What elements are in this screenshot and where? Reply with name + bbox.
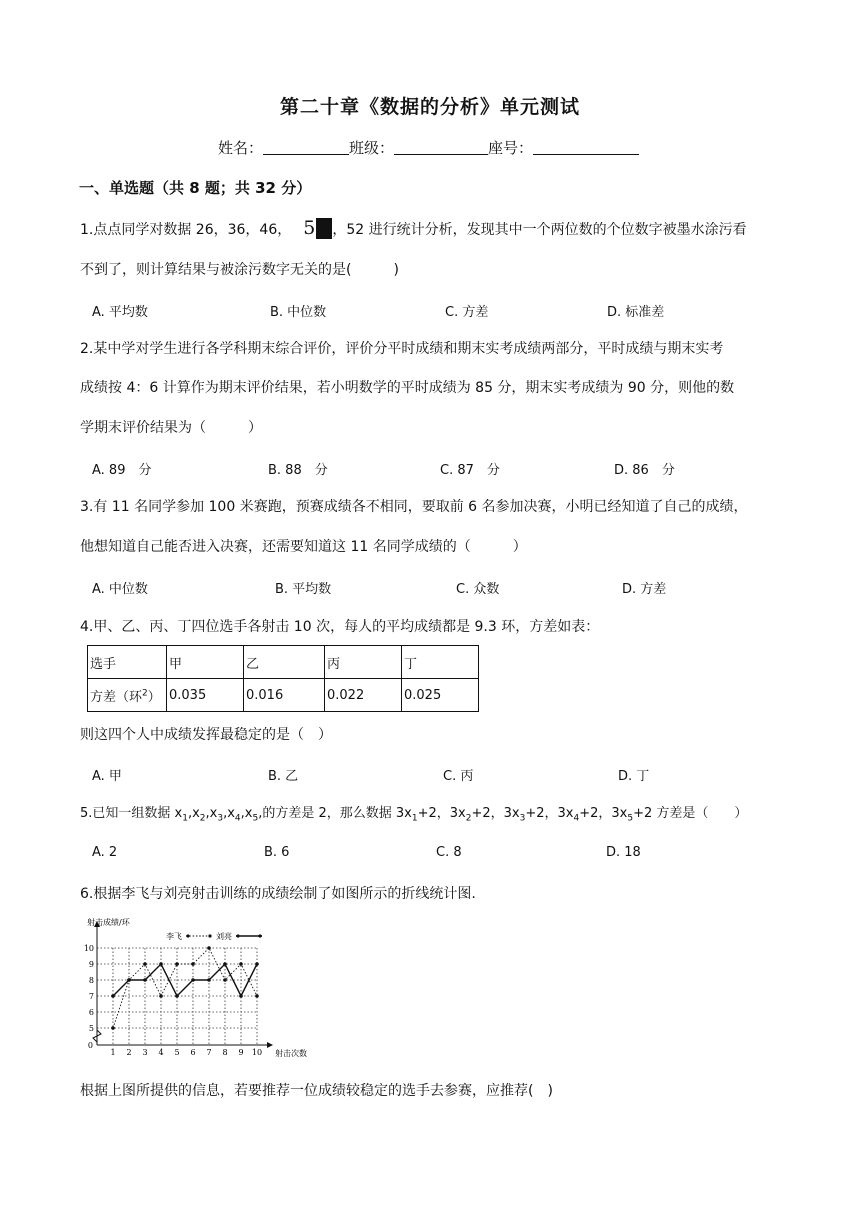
legend-marker bbox=[236, 934, 239, 937]
data-point bbox=[223, 978, 227, 982]
q6-line2: 根据上图所提供的信息，若要推荐一位成绩较稳定的选手去参赛，应推荐( ) bbox=[80, 1083, 553, 1099]
q6-line1: 6.根据李飞与刘亮射击训练的成绩绘制了如图所示的折线统计图. bbox=[80, 886, 476, 902]
x-tick-label: 1 bbox=[110, 1048, 116, 1057]
table-cell: 0.025 bbox=[402, 679, 479, 712]
q2-line3: 学期末评价结果为（ ） bbox=[80, 420, 262, 436]
legend-label: 李飞 bbox=[166, 932, 182, 941]
q3-line2: 他想知道自己能否进入决赛，还需要知道这 11 名同学成绩的（ ） bbox=[80, 539, 527, 555]
x-tick-label: 2 bbox=[126, 1048, 132, 1057]
q4-line2: 则这四个人中成绩发挥最稳定的是（ ） bbox=[80, 727, 332, 743]
data-point bbox=[143, 962, 147, 966]
table-cell: 选手 bbox=[88, 646, 167, 679]
y-tick-label: 10 bbox=[83, 944, 94, 953]
q1-line1 bbox=[80, 218, 780, 240]
q5-option-b[interactable]: B. 6 bbox=[264, 845, 290, 860]
table-cell bbox=[88, 679, 167, 712]
legend-marker bbox=[258, 934, 261, 937]
data-point bbox=[239, 962, 243, 966]
data-point bbox=[239, 994, 243, 998]
q1-text-a: 1.点点同学对数据 26，36，46， bbox=[80, 222, 292, 238]
row-label: 方差（环 bbox=[90, 689, 143, 705]
q1-option-a[interactable]: A. 平均数 bbox=[92, 305, 148, 320]
x-tick-label: 9 bbox=[238, 1048, 244, 1057]
x-tick-label: 3 bbox=[142, 1048, 148, 1057]
page-title: 第二十章《数据的分析》单元测试 bbox=[279, 96, 580, 118]
q4-line1: 4.甲、乙、丙、丁四位选手各射击 10 次，每人的平均成绩都是 9.3 环，方差如表： bbox=[80, 619, 600, 635]
table-cell: 丁 bbox=[402, 646, 479, 679]
data-point bbox=[255, 962, 259, 966]
data-point bbox=[127, 978, 131, 982]
row-label-end: ） bbox=[147, 689, 161, 705]
q1-line2: 不到了，则计算结果与被涂污数字无关的是( ) bbox=[80, 262, 399, 278]
y-tick-label: 8 bbox=[88, 976, 94, 985]
data-point bbox=[111, 1026, 115, 1030]
q2-line2: 成绩按 4：6 计算作为期末评价结果，若小明数学的平时成绩为 85 分，期末实考成绩为 90 分，则他的数 bbox=[80, 380, 735, 396]
ink-blot bbox=[316, 218, 332, 239]
q1-option-b[interactable]: B. 中位数 bbox=[270, 305, 327, 320]
legend-marker bbox=[208, 934, 211, 937]
table-cell: 0.035 bbox=[167, 679, 244, 712]
q1-option-c[interactable]: C. 方差 bbox=[445, 305, 489, 320]
data-point bbox=[191, 962, 195, 966]
q5-option-c[interactable]: C. 8 bbox=[436, 845, 462, 860]
y-tick-label: 7 bbox=[88, 992, 94, 1001]
q2-line1: 2.某中学对学生进行各学科期末综合评价，评价分平时成绩和期末实考成绩两部分，平时成绩与期末实考 bbox=[80, 341, 724, 357]
line-chart bbox=[78, 915, 328, 1063]
q5-line: 5.已知一组数据 $x_1,x_2,x_3,x_4,x_5$,的方差是 2，那么数据 $3x_1+2$，$3x_2+2$，$3x_3+2$，$3x_4+2$，$3x_5+2$ 方差是（ ） bbox=[80, 806, 748, 824]
name-label: 姓名： bbox=[218, 139, 264, 157]
q4-option-d[interactable]: D. 丁 bbox=[618, 769, 650, 784]
data-point bbox=[175, 994, 179, 998]
x-tick-label: 5 bbox=[174, 1048, 180, 1057]
x-tick-label: 8 bbox=[222, 1048, 228, 1057]
x-tick-label: 7 bbox=[206, 1048, 212, 1057]
table-row bbox=[88, 679, 479, 712]
q3-option-b[interactable]: B. 平均数 bbox=[275, 582, 332, 597]
y-tick-label: 6 bbox=[88, 1008, 94, 1017]
data-point bbox=[111, 994, 115, 998]
legend-marker bbox=[186, 934, 189, 937]
data-point bbox=[223, 962, 227, 966]
q2-option-d[interactable]: D. 86 分 bbox=[614, 463, 675, 478]
table-cell: 乙 bbox=[244, 646, 325, 679]
variance-table bbox=[87, 645, 479, 712]
table-cell: 0.016 bbox=[244, 679, 325, 712]
y-axis-label: 射击成绩/环 bbox=[87, 918, 130, 927]
q3-option-c[interactable]: C. 众数 bbox=[456, 582, 500, 597]
class-label: 班级： bbox=[349, 139, 395, 157]
data-point bbox=[207, 978, 211, 982]
table-cell: 0.022 bbox=[325, 679, 402, 712]
x-tick-label: 6 bbox=[190, 1048, 196, 1057]
q3-option-d[interactable]: D. 方差 bbox=[622, 582, 667, 597]
data-point bbox=[175, 962, 179, 966]
x-tick-label: 10 bbox=[251, 1048, 263, 1057]
q4-option-b[interactable]: B. 乙 bbox=[268, 769, 299, 784]
table-cell: 丙 bbox=[325, 646, 402, 679]
seat-label: 座号： bbox=[488, 139, 534, 157]
legend-label: 刘亮 bbox=[216, 932, 232, 941]
student-info bbox=[218, 137, 639, 158]
q1-option-d[interactable]: D. 标准差 bbox=[607, 305, 665, 320]
data-point bbox=[191, 978, 195, 982]
x-axis-arrow bbox=[267, 1042, 273, 1048]
q2-option-a[interactable]: A. 89 分 bbox=[92, 463, 152, 478]
origin-label: 0 bbox=[87, 1041, 93, 1050]
data-point bbox=[143, 978, 147, 982]
x-tick-label: 4 bbox=[158, 1048, 164, 1057]
ink-digit: 5 bbox=[303, 217, 316, 239]
class-blank[interactable] bbox=[394, 138, 488, 155]
seat-blank[interactable] bbox=[533, 138, 639, 155]
y-tick-label: 9 bbox=[88, 960, 94, 969]
q3-option-a[interactable]: A. 中位数 bbox=[92, 582, 148, 597]
data-point bbox=[159, 994, 163, 998]
q2-option-b[interactable]: B. 88 分 bbox=[268, 463, 328, 478]
data-point bbox=[159, 962, 163, 966]
q2-option-c[interactable]: C. 87 分 bbox=[440, 463, 500, 478]
table-row bbox=[88, 646, 479, 679]
data-point bbox=[207, 946, 211, 950]
x-axis-label: 射击次数 bbox=[275, 1049, 307, 1058]
q4-option-c[interactable]: C. 丙 bbox=[443, 769, 474, 784]
table-cell: 甲 bbox=[167, 646, 244, 679]
q1-text-b: ，52 进行统计分析，发现其中一个两位数的个位数字被墨水涂污看 bbox=[332, 222, 747, 238]
q5-option-a[interactable]: A. 2 bbox=[92, 845, 118, 860]
data-point bbox=[255, 994, 259, 998]
q5-option-d[interactable]: D. 18 bbox=[606, 845, 641, 860]
q4-option-a[interactable]: A. 甲 bbox=[92, 769, 122, 784]
q3-line1: 3.有 11 名同学参加 100 米赛跑，预赛成绩各不相同，要取前 6 名参加决赛，小明已经知道了自己的成绩， bbox=[80, 499, 748, 515]
section-heading: 一、单选题（共 8 题；共 32 分） bbox=[79, 179, 312, 197]
name-blank[interactable] bbox=[263, 138, 349, 155]
row-label-sup: 2 bbox=[142, 688, 148, 699]
y-tick-label: 5 bbox=[88, 1024, 94, 1033]
